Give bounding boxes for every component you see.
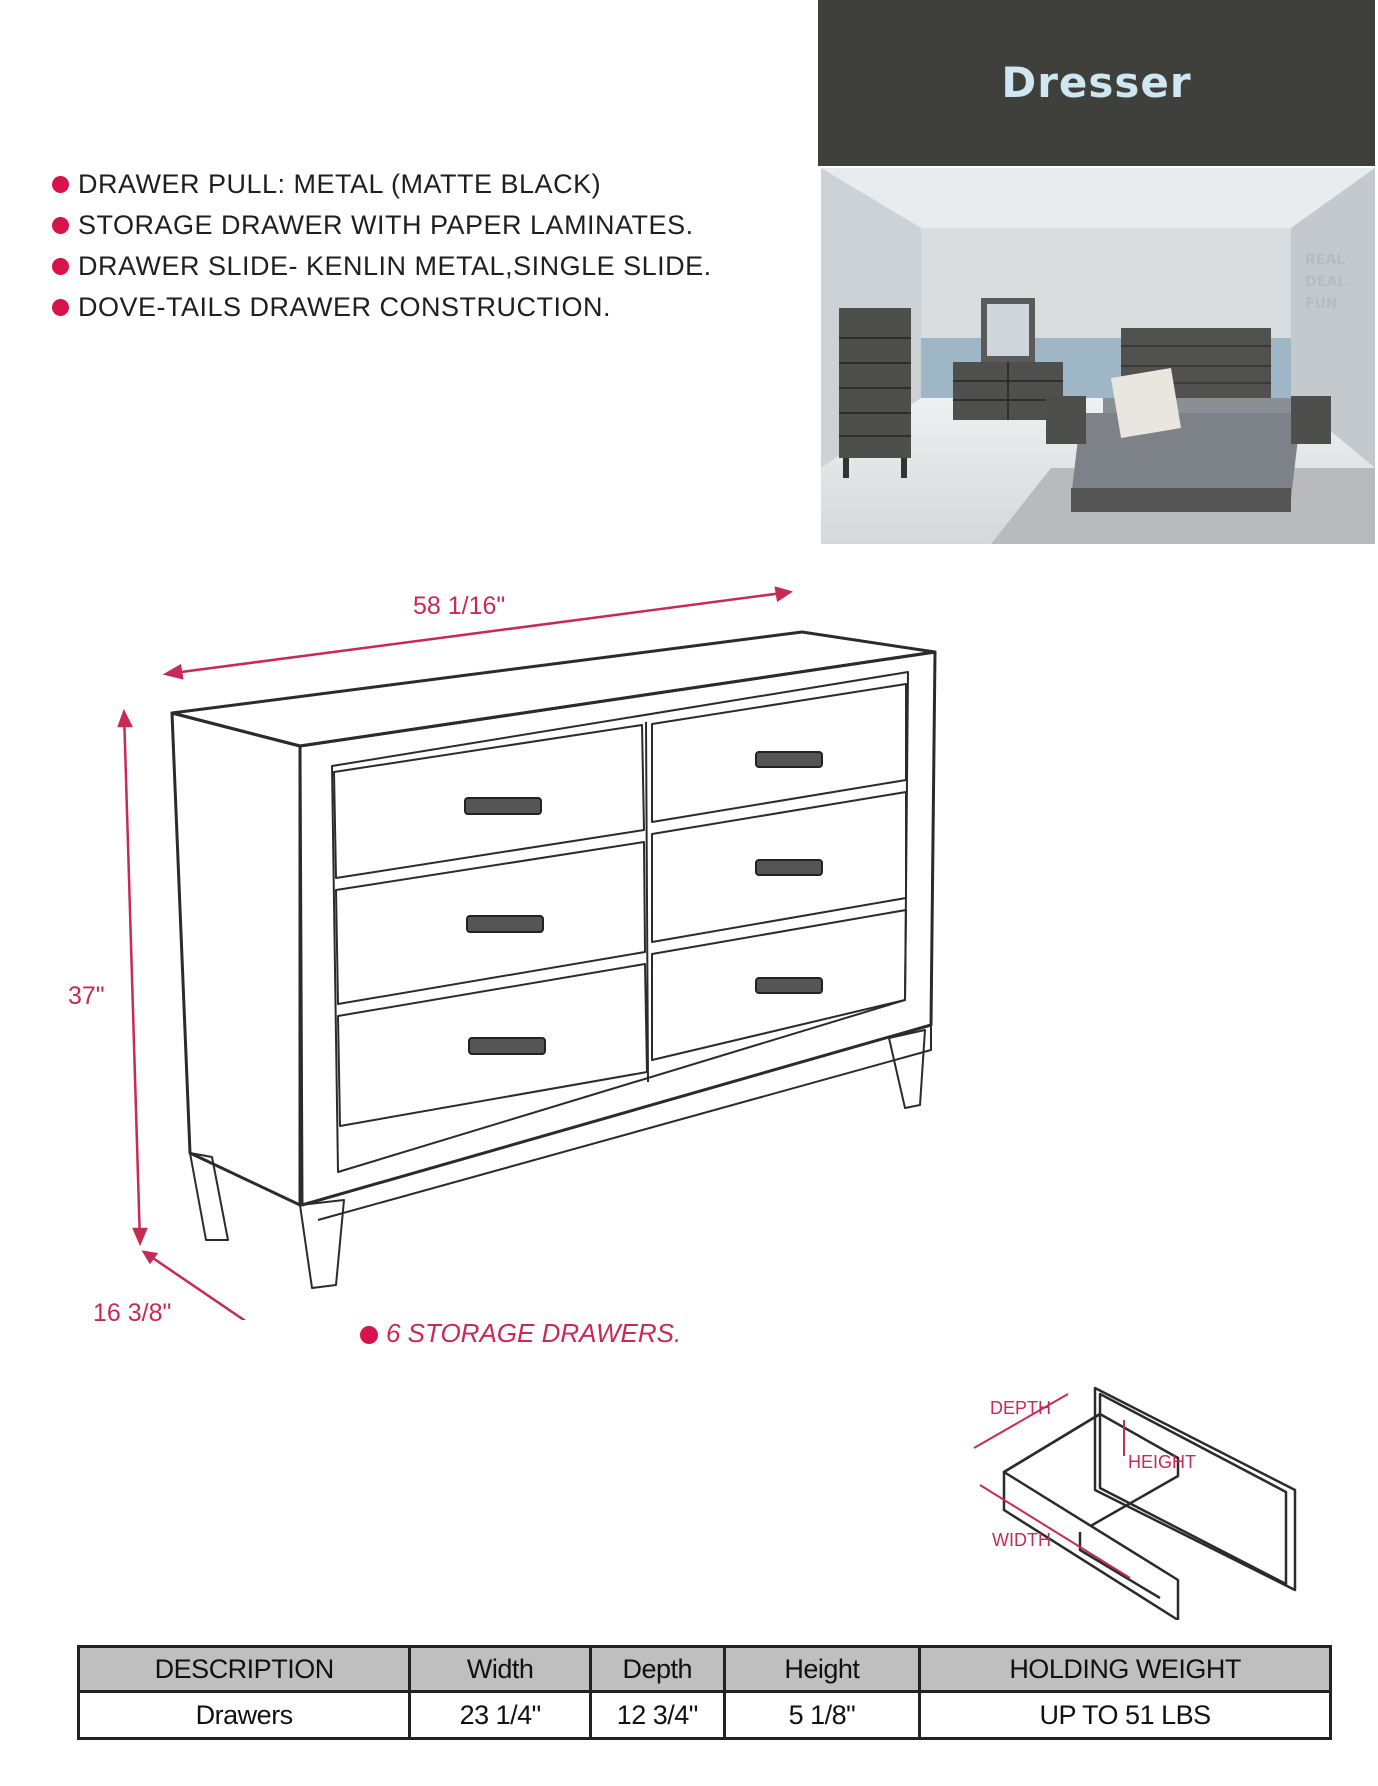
title-bar	[818, 0, 1375, 166]
drawer-specs-table	[77, 1645, 1332, 1740]
svg-text:DEAL: DEAL	[1305, 274, 1346, 290]
width-dimension: 58 1/16"	[413, 592, 506, 620]
column-header: Width	[410, 1647, 591, 1692]
dresser-line-drawing	[0, 560, 1000, 1320]
bullet-icon	[52, 258, 69, 275]
column-header: Height	[724, 1647, 920, 1692]
drawer-depth-label: DEPTH	[990, 1398, 1052, 1418]
bullet-icon	[360, 1326, 378, 1344]
drawer-height-label: HEIGHT	[1128, 1452, 1197, 1472]
depth-dimension: 16 3/8"	[93, 1299, 172, 1327]
bullet-icon	[52, 176, 69, 193]
bedroom-photo	[821, 168, 1375, 544]
bullet-icon	[52, 217, 69, 234]
column-header: DESCRIPTION	[79, 1647, 410, 1692]
feature-item: DRAWER PULL: METAL (MATTE BLACK)	[52, 166, 712, 207]
feature-item: STORAGE DRAWER WITH PAPER LAMINATES.	[52, 207, 712, 248]
drawer-count-callout: 6 STORAGE DRAWERS.	[360, 1318, 681, 1349]
column-header: Depth	[590, 1647, 724, 1692]
table-cell: 23 1/4"	[410, 1692, 591, 1739]
bullet-icon	[52, 299, 69, 316]
feature-list	[52, 166, 712, 330]
table-cell: Drawers	[79, 1692, 410, 1739]
table-cell: 5 1/8"	[724, 1692, 920, 1739]
svg-text:REAL: REAL	[1305, 252, 1346, 268]
feature-item: DRAWER SLIDE- KENLIN METAL,SINGLE SLIDE.	[52, 248, 712, 289]
table-row	[79, 1692, 1331, 1739]
height-dimension: 37"	[68, 982, 105, 1010]
feature-item: DOVE-TAILS DRAWER CONSTRUCTION.	[52, 289, 712, 330]
column-header: HOLDING WEIGHT	[920, 1647, 1331, 1692]
drawer-width-label: WIDTH	[992, 1530, 1051, 1550]
table-cell: 12 3/4"	[590, 1692, 724, 1739]
page-title: Dresser	[1001, 58, 1192, 107]
table-header-row	[79, 1647, 1331, 1692]
table-cell: UP TO 51 LBS	[920, 1692, 1331, 1739]
svg-text:FUN: FUN	[1305, 296, 1338, 312]
